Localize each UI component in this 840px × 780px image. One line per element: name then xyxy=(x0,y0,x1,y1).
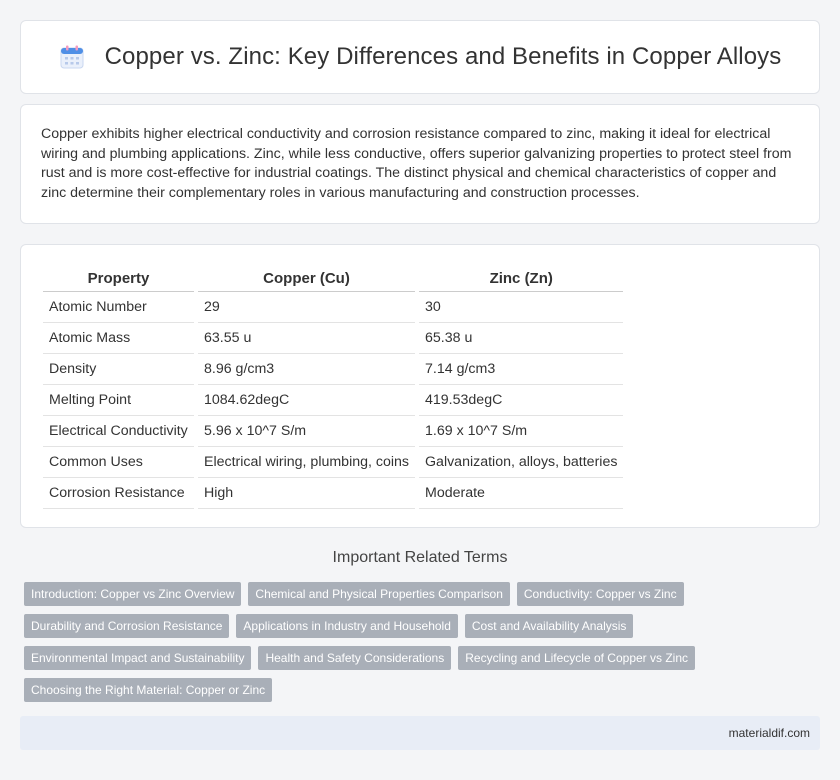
related-tag[interactable]: Chemical and Physical Properties Comparison xyxy=(248,582,509,606)
table-cell: 1084.62degC xyxy=(198,385,415,416)
related-tags xyxy=(24,582,814,702)
table-cell: Galvanization, alloys, batteries xyxy=(419,447,623,478)
column-header-property: Property xyxy=(43,265,194,292)
intro-card xyxy=(20,104,820,224)
table-cell: 63.55 u xyxy=(198,323,415,354)
table-cell: 65.38 u xyxy=(419,323,623,354)
table-cell: 1.69 x 10^7 S/m xyxy=(419,416,623,447)
table-header-row xyxy=(43,265,623,292)
table-cell: Common Uses xyxy=(43,447,194,478)
table-cell: Atomic Number xyxy=(43,292,194,323)
table-row xyxy=(43,385,623,416)
comparison-table xyxy=(39,265,627,509)
table-row xyxy=(43,323,623,354)
related-tag[interactable]: Conductivity: Copper vs Zinc xyxy=(517,582,684,606)
related-tag[interactable]: Introduction: Copper vs Zinc Overview xyxy=(24,582,241,606)
related-tag[interactable]: Durability and Corrosion Resistance xyxy=(24,614,229,638)
header-card xyxy=(20,20,820,94)
column-header-copper: Copper (Cu) xyxy=(198,265,415,292)
related-tag[interactable]: Environmental Impact and Sustainability xyxy=(24,646,251,670)
table-cell: Moderate xyxy=(419,478,623,509)
table-cell: 29 xyxy=(198,292,415,323)
table-card xyxy=(20,244,820,528)
table-cell: Electrical Conductivity xyxy=(43,416,194,447)
table-cell: 30 xyxy=(419,292,623,323)
table-row xyxy=(43,292,623,323)
table-cell: 419.53degC xyxy=(419,385,623,416)
table-cell: Corrosion Resistance xyxy=(43,478,194,509)
column-header-zinc: Zinc (Zn) xyxy=(419,265,623,292)
related-terms-title: Important Related Terms xyxy=(332,549,508,566)
table-cell: 8.96 g/cm3 xyxy=(198,354,415,385)
footer-site-link[interactable]: materialdif.com xyxy=(728,726,810,740)
table-row xyxy=(43,354,623,385)
table-cell: Density xyxy=(43,354,194,385)
intro-text: Copper exhibits higher electrical conductivity and corrosion resistance compared to zinc, making it ideal for electrical wiring and plumbing applications. Zinc, while less conductive, offers superior galvanizing properties to protect steel from rust and is more cost-effective for industrial coatings. The distinct physical and chemical characteristics of copper and zinc determine their complementary roles in various manufacturing and construction processes. xyxy=(41,126,792,201)
table-row xyxy=(43,478,623,509)
calendar-icon xyxy=(59,44,85,70)
related-tag[interactable]: Choosing the Right Material: Copper or Zinc xyxy=(24,678,272,702)
table-cell: 5.96 x 10^7 S/m xyxy=(198,416,415,447)
related-tag[interactable]: Applications in Industry and Household xyxy=(236,614,457,638)
related-tag[interactable]: Cost and Availability Analysis xyxy=(465,614,634,638)
table-row xyxy=(43,447,623,478)
footer xyxy=(20,716,820,750)
title-wrap xyxy=(59,43,782,71)
table-cell: Electrical wiring, plumbing, coins xyxy=(198,447,415,478)
table-row xyxy=(43,416,623,447)
page-title: Copper vs. Zinc: Key Differences and Benefits in Copper Alloys xyxy=(104,43,782,70)
related-tag[interactable]: Recycling and Lifecycle of Copper vs Zinc xyxy=(458,646,695,670)
table-cell: Atomic Mass xyxy=(43,323,194,354)
table-cell: High xyxy=(198,478,415,509)
table-cell: Melting Point xyxy=(43,385,194,416)
related-tag[interactable]: Health and Safety Considerations xyxy=(258,646,451,670)
table-cell: 7.14 g/cm3 xyxy=(419,354,623,385)
